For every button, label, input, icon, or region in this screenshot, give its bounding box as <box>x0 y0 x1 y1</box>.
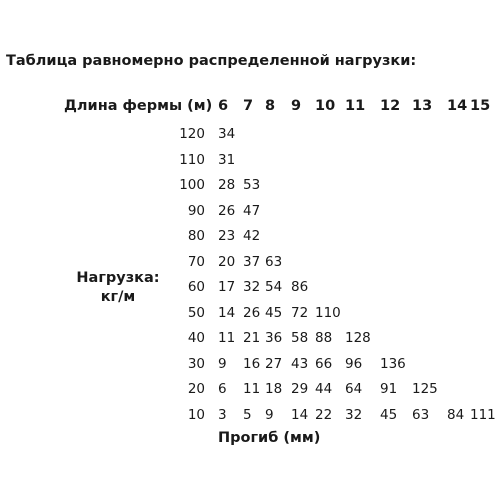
span-header-cell: 12 <box>380 98 401 114</box>
deflection-cell: 63 <box>412 406 430 423</box>
table-title: Таблица равномерно распределенной нагрузки: <box>6 53 417 69</box>
deflection-cell: 20 <box>218 253 236 270</box>
deflection-cell: 29 <box>291 381 309 397</box>
load-value: 60 <box>187 279 205 295</box>
deflection-cell: 14 <box>218 304 236 321</box>
deflection-cell: 128 <box>345 330 371 346</box>
deflection-cell: 22 <box>315 406 333 423</box>
load-value: 70 <box>187 253 205 270</box>
deflection-cell: 66 <box>315 355 333 372</box>
deflection-cell: 72 <box>291 304 309 321</box>
deflection-cell: 86 <box>291 279 309 295</box>
deflection-cell: 45 <box>380 406 398 423</box>
deflection-cell: 9 <box>218 355 227 372</box>
deflection-cell: 23 <box>218 228 236 244</box>
load-value: 120 <box>179 126 205 142</box>
load-value: 50 <box>187 304 205 321</box>
load-value: 90 <box>187 202 205 219</box>
load-value: 10 <box>187 406 205 423</box>
deflection-label: Прогиб (мм) <box>218 430 321 446</box>
deflection-cell: 5 <box>243 406 252 423</box>
deflection-cell: 45 <box>265 304 283 321</box>
deflection-cell: 16 <box>243 355 261 372</box>
deflection-cell: 14 <box>291 406 309 423</box>
deflection-cell: 36 <box>265 330 283 346</box>
deflection-cell: 9 <box>265 406 274 423</box>
deflection-cell: 34 <box>218 126 236 142</box>
load-axis-label <box>72 269 164 307</box>
deflection-cell: 28 <box>218 177 236 193</box>
deflection-cell: 111 <box>470 406 496 423</box>
deflection-cell: 54 <box>265 279 283 295</box>
deflection-cell: 42 <box>243 228 261 244</box>
deflection-cell: 18 <box>265 381 283 397</box>
deflection-cell: 88 <box>315 330 333 346</box>
deflection-cell: 96 <box>345 355 363 372</box>
deflection-cell: 32 <box>243 279 261 295</box>
span-header-cell: 13 <box>412 98 433 114</box>
deflection-cell: 11 <box>218 330 236 346</box>
span-header-cell: 7 <box>243 98 254 114</box>
deflection-cell: 64 <box>345 381 363 397</box>
span-header-cell: 8 <box>265 98 276 114</box>
load-value: 30 <box>187 355 205 372</box>
deflection-cell: 11 <box>243 381 261 397</box>
span-length-label: Длина фермы (м) <box>64 98 213 114</box>
deflection-cell: 21 <box>243 330 261 346</box>
deflection-cell: 37 <box>243 253 261 270</box>
span-header-cell: 10 <box>315 98 336 114</box>
deflection-cell: 53 <box>243 177 261 193</box>
span-header-cell: 9 <box>291 98 302 114</box>
deflection-cell: 63 <box>265 253 283 270</box>
deflection-cell: 31 <box>218 151 236 168</box>
load-value: 40 <box>187 330 205 346</box>
deflection-cell: 91 <box>380 381 398 397</box>
load-value: 20 <box>187 381 205 397</box>
deflection-cell: 58 <box>291 330 309 346</box>
span-header-cell: 6 <box>218 98 229 114</box>
deflection-cell: 125 <box>412 381 438 397</box>
deflection-cell: 32 <box>345 406 363 423</box>
deflection-cell: 44 <box>315 381 333 397</box>
deflection-cell: 43 <box>291 355 309 372</box>
deflection-cell: 17 <box>218 279 236 295</box>
span-header-cell: 15 <box>470 98 491 114</box>
load-label-line2: кг/м <box>100 289 136 305</box>
span-header-cell: 14 <box>447 98 468 114</box>
load-value: 100 <box>179 177 205 193</box>
load-label-line1: Нагрузка: <box>76 270 160 286</box>
load-value: 80 <box>187 228 205 244</box>
deflection-cell: 136 <box>380 355 406 372</box>
deflection-cell: 3 <box>218 406 227 423</box>
deflection-cell: 26 <box>218 202 236 219</box>
span-header-cell: 11 <box>345 98 366 114</box>
deflection-cell: 84 <box>447 406 465 423</box>
deflection-cell: 110 <box>315 304 341 321</box>
deflection-cell: 27 <box>265 355 283 372</box>
deflection-cell: 6 <box>218 381 227 397</box>
deflection-cell: 47 <box>243 202 261 219</box>
load-value: 110 <box>179 151 205 168</box>
deflection-cell: 26 <box>243 304 261 321</box>
